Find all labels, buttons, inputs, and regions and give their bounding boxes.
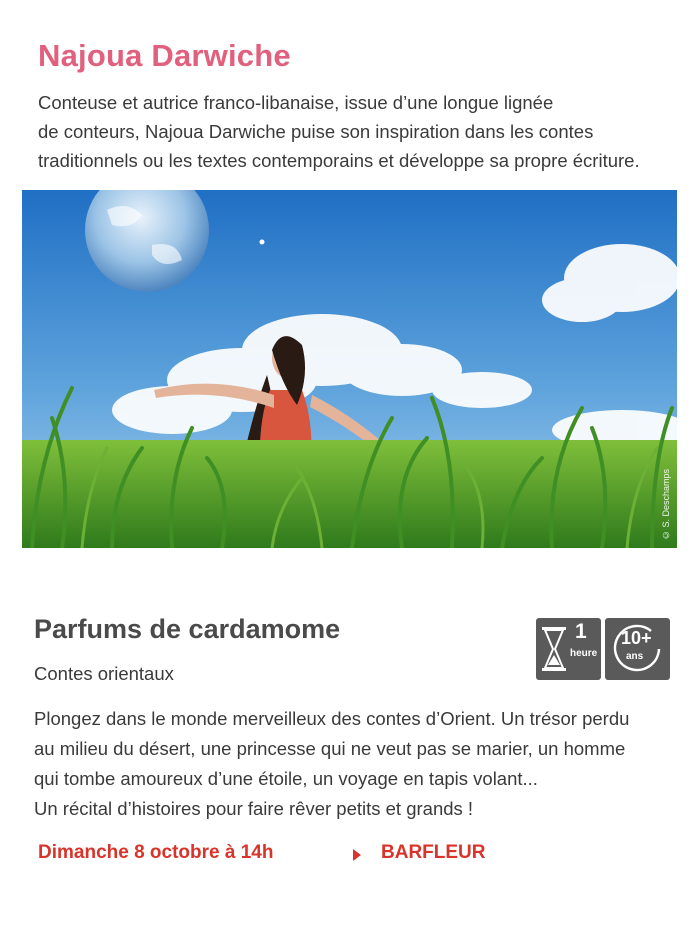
- bio-line: de conteurs, Najoua Darwiche puise son inspiration dans les contes: [38, 121, 594, 142]
- photo-illustration: [22, 190, 677, 548]
- duration-unit: heure: [570, 648, 598, 659]
- description-line: qui tombe amoureux d’une étoile, un voyage en tapis volant...: [34, 768, 538, 789]
- triangle-arrow-icon: [353, 849, 361, 861]
- bio-line: Conteuse et autrice franco-libanaise, issue d’une longue lignée: [38, 92, 554, 113]
- duration-value: 1: [575, 620, 587, 643]
- artist-bio: [38, 88, 678, 175]
- duration-badge: [536, 618, 601, 680]
- photo-credit: © S. Deschamps: [661, 468, 671, 540]
- show-venue: BARFLEUR: [381, 842, 486, 863]
- description-line: Un récital d’histoires pour faire rêver petits et grands !: [34, 798, 474, 819]
- show-description: [34, 704, 674, 824]
- show-subtitle: Contes orientaux: [34, 663, 174, 684]
- description-line: au milieu du désert, une princesse qui ne veut pas se marier, un homme: [34, 738, 626, 759]
- performer-photo: [22, 190, 677, 548]
- bio-line: traditionnels ou les textes contemporains et développe sa propre écriture.: [38, 150, 640, 171]
- age-badge: [605, 618, 670, 680]
- age-value: 10+: [621, 628, 652, 648]
- show-date-time: Dimanche 8 octobre à 14h: [38, 842, 274, 863]
- description-line: Plongez dans le monde merveilleux des contes d’Orient. Un trésor perdu: [34, 708, 630, 729]
- artist-name: Najoua Darwiche: [38, 38, 291, 73]
- hourglass-icon: [541, 627, 567, 671]
- age-unit: ans: [626, 651, 644, 662]
- show-title: Parfums de cardamome: [34, 614, 341, 644]
